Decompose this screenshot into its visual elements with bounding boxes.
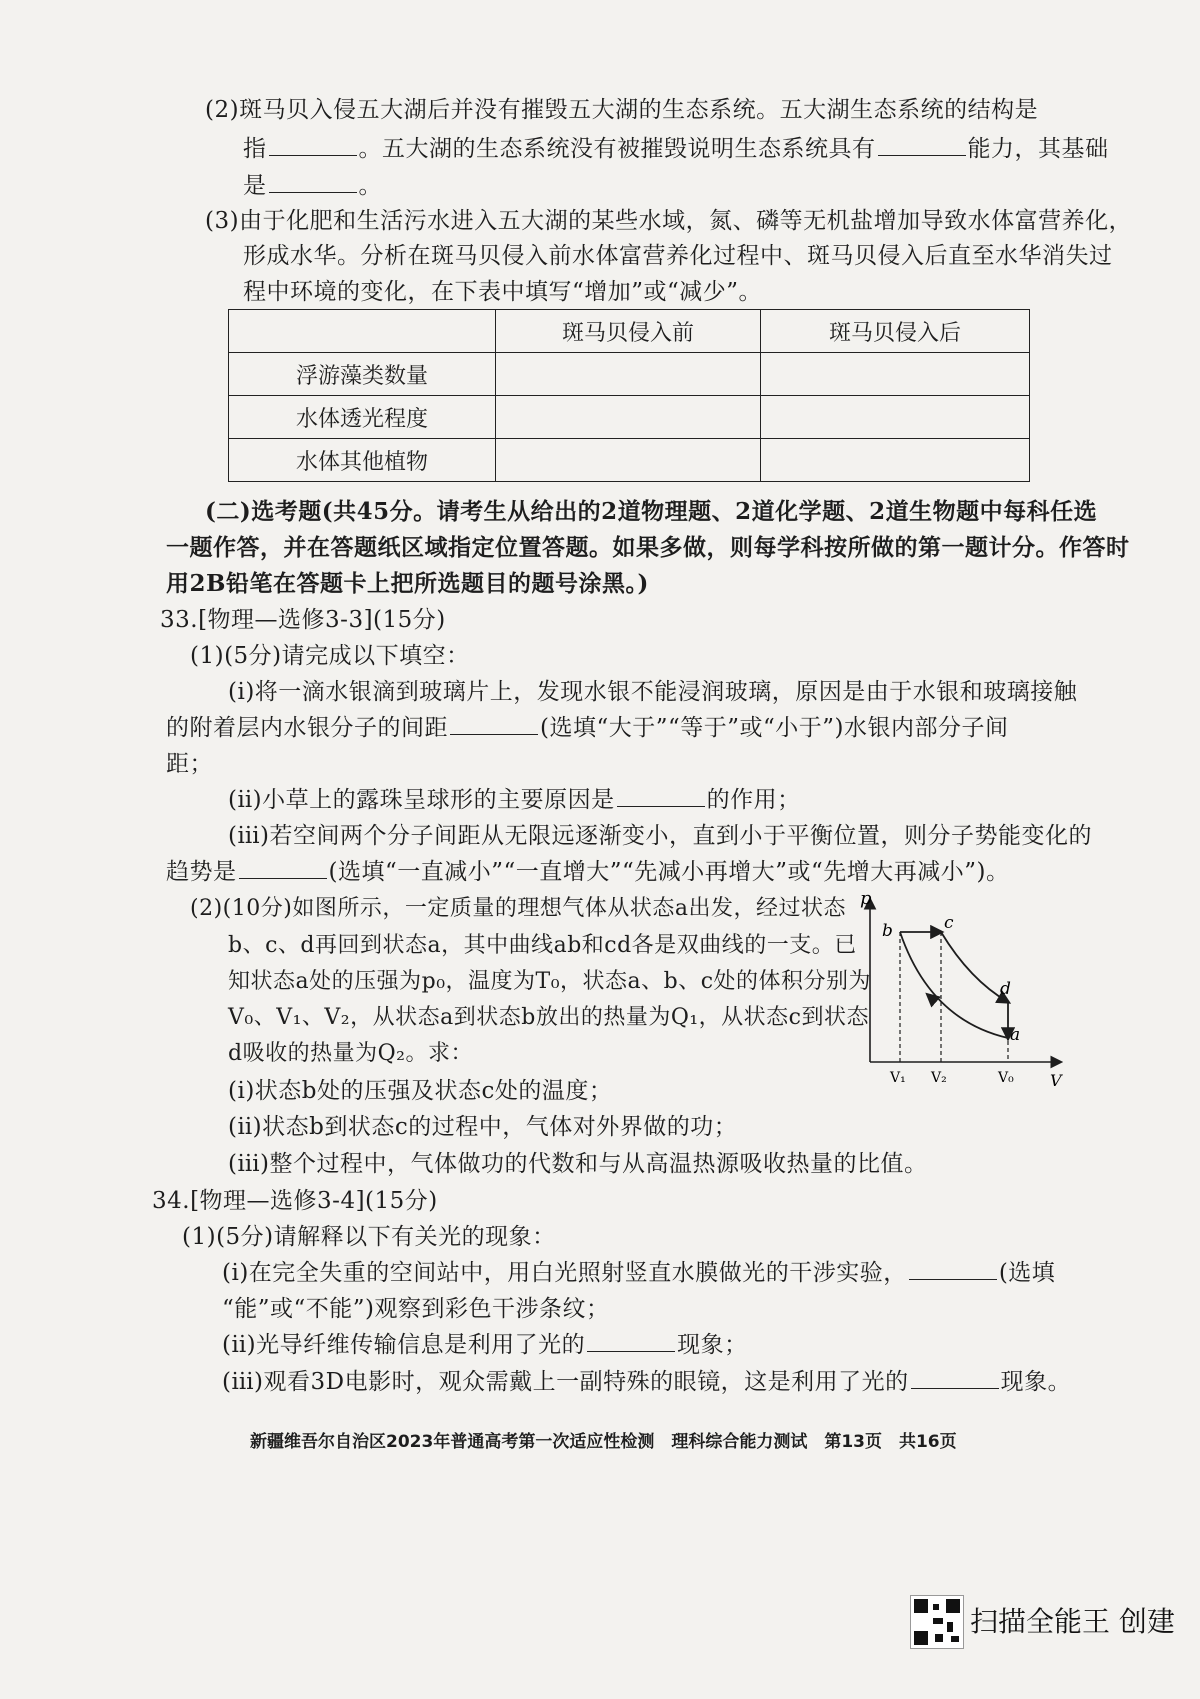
table-row xyxy=(229,396,1030,439)
q3-line-1: (3)由于化肥和生活污水进入五大湖的某些水域，氮、磷等无机盐增加导致水体富营养化， xyxy=(205,208,1133,234)
q34-1-iii: (ⅲ)观看3D电影时，观众需戴上一副特殊的眼镜，这是利用了光的 现象。 xyxy=(222,1366,1071,1398)
qr-code-icon xyxy=(910,1595,964,1649)
tick-v0: V₀ xyxy=(998,1070,1014,1086)
table-row-label: 水体透光程度 xyxy=(229,396,496,439)
q33-title: 33.[物理—选修3-3](15分) xyxy=(160,607,446,633)
table-answer-cell[interactable] xyxy=(761,353,1030,396)
answer-blank[interactable] xyxy=(450,712,538,735)
axis-v-label: V xyxy=(1050,1071,1062,1090)
scanner-brand: 扫描全能王 创建 xyxy=(970,1605,1175,1638)
q34-1-title: (1)(5分)请解释以下有关光的现象： xyxy=(182,1224,556,1250)
process-ab xyxy=(900,932,1008,1038)
section-two-line-1: (二)选考题(共45分。请考生从给出的2道物理题、2道化学题、2道生物题中每科任选 xyxy=(205,498,1098,525)
q33-2-i: (ⅰ)状态b处的压强及状态c处的温度； xyxy=(228,1078,613,1104)
q34-1-i-line-2: “能”或“不能”)观察到彩色干涉条纹； xyxy=(222,1296,610,1322)
answer-blank[interactable] xyxy=(909,1257,997,1280)
q3-line-2: 形成水华。分析在斑马贝侵入前水体富营养化过程中、斑马贝侵入后直至水华消失过 xyxy=(243,243,1113,269)
table-answer-cell[interactable] xyxy=(496,439,761,482)
answer-blank[interactable] xyxy=(617,784,705,807)
process-cd xyxy=(941,932,1008,1002)
table-row-label: 浮游藻类数量 xyxy=(229,353,496,396)
q2-line-1: (2)斑马贝入侵五大湖后并没有摧毁五大湖的生态系统。五大湖生态系统的结构是 xyxy=(205,97,1039,123)
q33-1-i-line-3: 距； xyxy=(166,751,213,777)
q33-2-line-4: V₀、V₁、V₂，从状态a到状态b放出的热量为Q₁，从状态c到状态 xyxy=(228,1005,869,1030)
q33-1-iii-line-2: 趋势是 (选填“一直减小”“一直增大”“先减小再增大”或“先增大再减小”)。 xyxy=(166,856,1010,888)
point-c-label: c xyxy=(944,913,954,933)
q33-2-line-1: (2)(10分)如图所示，一定质量的理想气体从状态a出发，经过状态 xyxy=(190,896,846,921)
table-answer-cell[interactable] xyxy=(496,353,761,396)
q33-1-i-line-2: 的附着层内水银分子的间距 (选填“大于”“等于”或“小于”)水银内部分子间 xyxy=(166,712,1009,744)
answer-blank[interactable] xyxy=(269,170,357,193)
answer-blank[interactable] xyxy=(878,133,966,156)
q2-line-3: 是 。 xyxy=(243,170,382,202)
table-answer-cell[interactable] xyxy=(761,396,1030,439)
table-row-label: 水体其他植物 xyxy=(229,439,496,482)
q33-1-i-line-1: (ⅰ)将一滴水银滴到玻璃片上，发现水银不能浸润玻璃，原因是由于水银和玻璃接触 xyxy=(228,679,1078,705)
answer-blank[interactable] xyxy=(239,856,327,879)
table-row xyxy=(229,439,1030,482)
q34-1-ii: (ⅱ)光导纤维传输信息是利用了光的 现象； xyxy=(222,1329,748,1361)
table-row xyxy=(229,353,1030,396)
q33-1-ii: (ⅱ)小草上的露珠呈球形的主要原因是 的作用； xyxy=(228,784,801,816)
tick-v1: V₁ xyxy=(890,1070,906,1086)
q33-2-iii: (ⅲ)整个过程中，气体做功的代数和与从高温热源吸收热量的比值。 xyxy=(228,1151,928,1177)
table-header-row xyxy=(229,310,1030,353)
table-header-cell xyxy=(229,310,496,353)
answer-blank[interactable] xyxy=(587,1329,675,1352)
q2-line-2: 指 。五大湖的生态系统没有被摧毁说明生态系统具有 能力，其基础 xyxy=(243,133,1109,165)
page-footer: 新疆维吾尔自治区2023年普通高考第一次适应性检测 理科综合能力测试 第13页 共16页 xyxy=(250,1432,957,1452)
q33-2-line-3: 知状态a处的压强为p₀，温度为T₀，状态a、b、c处的体积分别为 xyxy=(228,969,872,994)
q33-2-line-2: b、c、d再回到状态a，其中曲线ab和cd各是双曲线的一支。已 xyxy=(228,933,857,958)
point-a-label: a xyxy=(1010,1025,1021,1045)
q34-title: 34.[物理—选修3-4](15分) xyxy=(152,1188,438,1214)
point-b-label: b xyxy=(882,921,893,941)
answer-table xyxy=(228,309,1030,482)
q34-1-i-line-1: (ⅰ)在完全失重的空间站中，用白光照射竖直水膜做光的干涉实验， (选填 xyxy=(222,1257,1055,1289)
answer-blank[interactable] xyxy=(269,133,357,156)
section-two-line-3: 用2B铅笔在答题卡上把所选题目的题号涂黑。) xyxy=(166,570,649,597)
tick-v2: V₂ xyxy=(931,1070,947,1086)
q33-1-title: (1)(5分)请完成以下填空： xyxy=(190,643,470,669)
section-two-line-2: 一题作答，并在答题纸区域指定位置答题。如果多做，则每学科按所做的第一题计分。作答时 xyxy=(166,534,1130,561)
q33-1-iii-line-1: (ⅲ)若空间两个分子间距从无限远逐渐变小，直到小于平衡位置，则分子势能变化的 xyxy=(228,823,1093,849)
table-header-cell: 斑马贝侵入后 xyxy=(761,310,1030,353)
table-answer-cell[interactable] xyxy=(496,396,761,439)
q33-2-line-5: d吸收的热量为Q₂。求： xyxy=(228,1041,473,1066)
answer-blank[interactable] xyxy=(911,1366,999,1389)
table-answer-cell[interactable] xyxy=(761,439,1030,482)
table-header-cell: 斑马贝侵入前 xyxy=(496,310,761,353)
q3-line-3: 程中环境的变化，在下表中填写“增加”或“减少”。 xyxy=(243,279,763,305)
point-d-label: d xyxy=(1000,979,1011,999)
axis-p-label: p xyxy=(860,890,872,909)
pv-diagram xyxy=(860,890,1070,1090)
q33-2-ii: (ⅱ)状态b到状态c的过程中，气体对外界做的功； xyxy=(228,1114,738,1140)
